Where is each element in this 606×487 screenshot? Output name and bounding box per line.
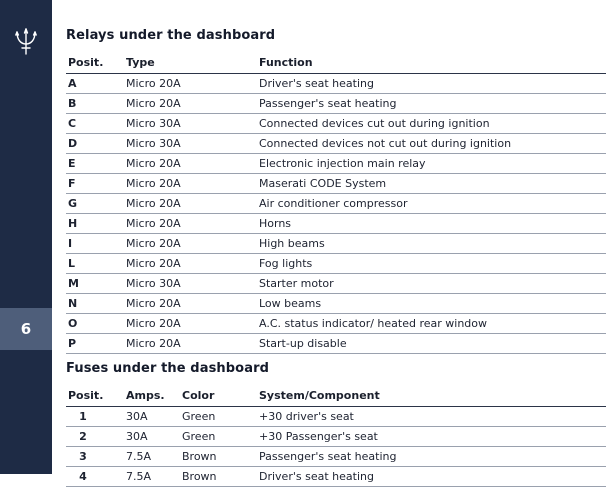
color-cell: Green: [182, 409, 216, 423]
system-component-cell: Passenger's seat heating: [259, 449, 397, 463]
table-row: [66, 466, 606, 486]
relays-table-body: [66, 73, 606, 353]
table-row: [66, 173, 606, 193]
fuses-header-row: [66, 386, 606, 406]
maserati-trident-logo: [14, 26, 38, 56]
type-cell: Micro 20A: [126, 256, 181, 270]
amps-cell: 30A: [126, 409, 148, 423]
function-cell: Starter motor: [259, 276, 334, 290]
position-cell: 1: [79, 409, 87, 423]
position-cell: 3: [79, 449, 87, 463]
table-row: [66, 233, 606, 253]
column-header-position: Posit.: [68, 389, 104, 403]
type-cell: Micro 30A: [126, 116, 181, 130]
color-cell: Brown: [182, 469, 217, 483]
table-row: [66, 113, 606, 133]
table-row: [66, 406, 606, 426]
function-cell: Start-up disable: [259, 336, 347, 350]
function-cell: Maserati CODE System: [259, 176, 387, 190]
function-cell: High beams: [259, 236, 325, 250]
position-cell: O: [68, 316, 78, 330]
column-header-system-component: System/Component: [259, 389, 380, 403]
fuses-table: [66, 386, 606, 487]
position-cell: F: [68, 176, 76, 190]
position-cell: C: [68, 116, 77, 130]
amps-cell: 7.5A: [126, 469, 152, 483]
table-row: [66, 293, 606, 313]
table-row: [66, 273, 606, 293]
table-row: [66, 253, 606, 273]
table-row: [66, 133, 606, 153]
function-cell: Horns: [259, 216, 292, 230]
type-cell: Micro 20A: [126, 316, 181, 330]
function-cell: Connected devices cut out during ignition: [259, 116, 490, 130]
position-cell: A: [68, 76, 77, 90]
column-header-position: Posit.: [68, 56, 104, 70]
type-cell: Micro 20A: [126, 176, 181, 190]
table-row: [66, 93, 606, 113]
chapter-tab[interactable]: 6: [0, 308, 52, 350]
position-cell: M: [68, 276, 79, 290]
table-row: [66, 446, 606, 466]
table-row: [66, 73, 606, 93]
table-row: [66, 193, 606, 213]
position-cell: B: [68, 96, 77, 110]
color-cell: Green: [182, 429, 216, 443]
function-cell: Electronic injection main relay: [259, 156, 426, 170]
type-cell: Micro 20A: [126, 216, 181, 230]
type-cell: Micro 20A: [126, 296, 181, 310]
position-cell: E: [68, 156, 76, 170]
type-cell: Micro 20A: [126, 156, 181, 170]
relays-table: [66, 53, 606, 354]
function-cell: Air conditioner compressor: [259, 196, 408, 210]
position-cell: H: [68, 216, 78, 230]
table-row: [66, 333, 606, 353]
column-header-amps: Amps.: [126, 389, 165, 403]
sidebar: [0, 0, 52, 474]
function-cell: Low beams: [259, 296, 322, 310]
fuses-table-body: [66, 406, 606, 486]
type-cell: Micro 20A: [126, 196, 181, 210]
position-cell: P: [68, 336, 77, 350]
relays-section-title: Relays under the dashboard: [66, 28, 276, 43]
color-cell: Brown: [182, 449, 217, 463]
position-cell: D: [68, 136, 78, 150]
type-cell: Micro 30A: [126, 276, 181, 290]
column-header-color: Color: [182, 389, 215, 403]
position-cell: 4: [79, 469, 87, 483]
system-component-cell: +30 Passenger's seat: [259, 429, 378, 443]
table-row: [66, 426, 606, 446]
type-cell: Micro 20A: [126, 336, 181, 350]
function-cell: Fog lights: [259, 256, 313, 270]
table-row: [66, 313, 606, 333]
function-cell: Passenger's seat heating: [259, 96, 397, 110]
amps-cell: 30A: [126, 429, 148, 443]
function-cell: Connected devices not cut out during ignition: [259, 136, 512, 150]
amps-cell: 7.5A: [126, 449, 152, 463]
relays-header-row: [66, 53, 606, 73]
system-component-cell: +30 driver's seat: [259, 409, 354, 423]
column-header-type: Type: [126, 56, 155, 70]
position-cell: 2: [79, 429, 87, 443]
system-component-cell: Driver's seat heating: [259, 469, 374, 483]
table-row: [66, 213, 606, 233]
type-cell: Micro 20A: [126, 96, 181, 110]
table-row: [66, 153, 606, 173]
function-cell: Driver's seat heating: [259, 76, 374, 90]
position-cell: N: [68, 296, 78, 310]
fuses-section-title: Fuses under the dashboard: [66, 361, 269, 376]
position-cell: G: [68, 196, 78, 210]
function-cell: A.C. status indicator/ heated rear window: [259, 316, 488, 330]
type-cell: Micro 20A: [126, 76, 181, 90]
type-cell: Micro 20A: [126, 236, 181, 250]
position-cell: L: [68, 256, 76, 270]
type-cell: Micro 30A: [126, 136, 181, 150]
column-header-function: Function: [259, 56, 313, 70]
position-cell: I: [68, 236, 73, 250]
